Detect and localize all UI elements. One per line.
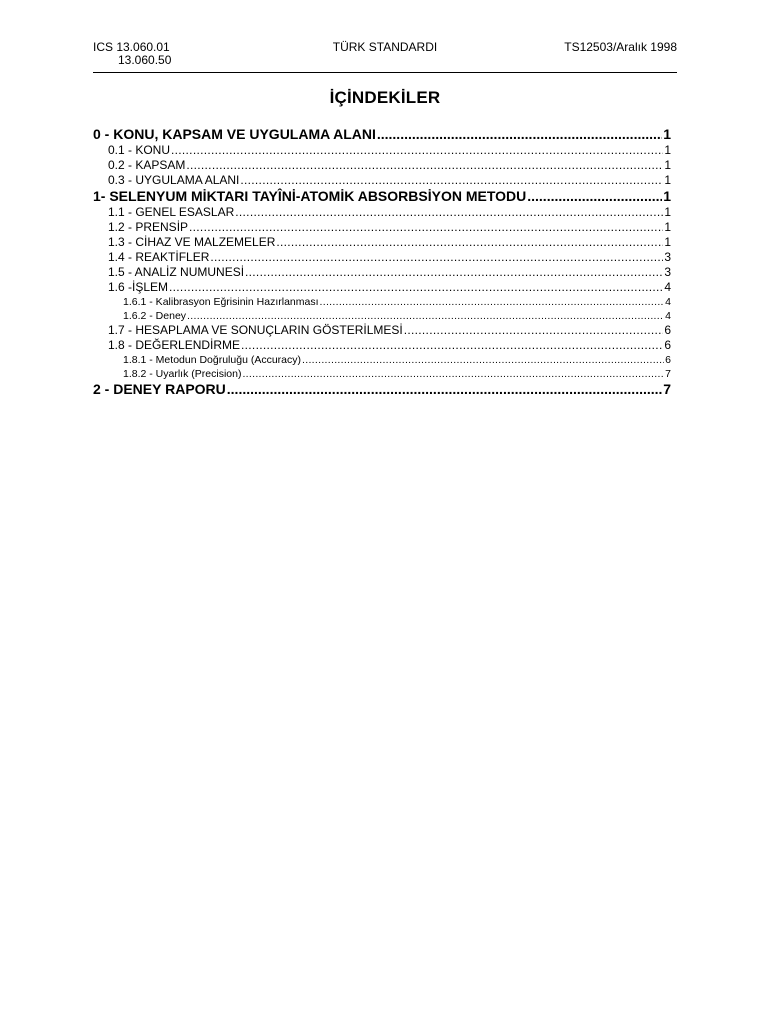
toc-entry-label: 0 - KONU, KAPSAM VE UYGULAMA ALANI: [93, 126, 376, 142]
table-of-contents: [93, 126, 671, 398]
toc-dot-leader: [245, 265, 663, 280]
toc-entry[interactable]: [93, 173, 671, 188]
toc-entry[interactable]: [93, 353, 671, 367]
toc-entry-label: 0.3 - UYGULAMA ALANI: [108, 173, 240, 187]
toc-entry-page: 3: [664, 265, 671, 279]
toc-entry[interactable]: [93, 265, 671, 280]
toc-entry[interactable]: [93, 250, 671, 265]
toc-entry-label: 1- SELENYUM MİKTARI TAYÎNİ-ATOMİK ABSORBSİYON METODU: [93, 188, 527, 204]
toc-entry-page: 1: [663, 126, 671, 142]
toc-entry-label: 1.4 - REAKTİFLER: [108, 250, 210, 264]
toc-dot-leader: [189, 220, 663, 235]
toc-entry[interactable]: [93, 295, 671, 309]
toc-entry[interactable]: [93, 235, 671, 250]
toc-entry-label: 1.6.1 - Kalibrasyon Eğrisinin Hazırlanması: [123, 296, 319, 308]
ics-code-line-2: 13.060.50: [118, 53, 172, 67]
toc-dot-leader: [169, 280, 663, 295]
toc-entry[interactable]: [93, 338, 671, 353]
toc-entry-page: 1: [664, 205, 671, 219]
toc-dot-leader: [241, 338, 663, 353]
toc-entry[interactable]: [93, 158, 671, 173]
toc-entry[interactable]: [93, 280, 671, 295]
toc-dot-leader: [240, 173, 663, 188]
toc-dot-leader: [404, 323, 664, 338]
toc-entry-label: 0.2 - KAPSAM: [108, 158, 186, 172]
toc-entry-label: 1.8 - DEĞERLENDİRME: [108, 338, 241, 352]
toc-dot-leader: [187, 309, 664, 323]
toc-entry[interactable]: [93, 381, 671, 398]
toc-dot-leader: [171, 143, 663, 158]
toc-entry-label: 1.8.2 - Uyarlık (Precision): [123, 368, 242, 380]
toc-entry-page: 4: [665, 310, 671, 322]
toc-dot-leader: [186, 158, 663, 173]
toc-entry[interactable]: [93, 367, 671, 381]
toc-dot-leader: [235, 205, 663, 220]
toc-entry-page: 6: [664, 323, 671, 337]
toc-entry-page: 1: [663, 188, 671, 204]
toc-entry-label: 1.5 - ANALİZ NUMUNESİ: [108, 265, 245, 279]
toc-dot-leader: [227, 381, 662, 398]
toc-entry-page: 4: [664, 280, 671, 294]
toc-entry-label: 0.1 - KONU: [108, 143, 171, 157]
toc-entry-page: 1: [664, 158, 671, 172]
toc-entry-label: 1.7 - HESAPLAMA VE SONUÇLARIN GÖSTERİLMESİ: [108, 323, 403, 337]
toc-dot-leader: [527, 188, 662, 205]
standard-name: TÜRK STANDARDI: [332, 40, 438, 54]
toc-entry-page: 1: [664, 173, 671, 187]
toc-dot-leader: [302, 353, 664, 367]
toc-entry-label: 1.6 -İŞLEM: [108, 280, 169, 294]
page-title: İÇİNDEKİLER: [329, 88, 441, 107]
toc-entry[interactable]: [93, 323, 671, 338]
toc-entry[interactable]: [93, 143, 671, 158]
toc-entry-page: 1: [664, 220, 671, 234]
toc-dot-leader: [320, 295, 665, 309]
toc-entry-label: 1.3 - CİHAZ VE MALZEMELER: [108, 235, 276, 249]
toc-dot-leader: [242, 367, 664, 381]
toc-entry-page: 1: [664, 143, 671, 157]
toc-entry-page: 6: [664, 338, 671, 352]
toc-entry[interactable]: [93, 205, 671, 220]
toc-entry-page: 3: [664, 250, 671, 264]
toc-entry[interactable]: [93, 220, 671, 235]
toc-entry[interactable]: [93, 188, 671, 205]
toc-entry[interactable]: [93, 126, 671, 143]
toc-entry-page: 7: [665, 368, 671, 380]
toc-entry-page: 7: [663, 381, 671, 397]
toc-entry-label: 1.6.2 - Deney: [123, 310, 187, 322]
page-header: [93, 41, 677, 73]
ics-code-line-1: ICS 13.060.01: [93, 40, 170, 54]
toc-dot-leader: [210, 250, 663, 265]
toc-entry-page: 1: [664, 235, 671, 249]
toc-dot-leader: [276, 235, 663, 250]
toc-entry[interactable]: [93, 309, 671, 323]
toc-dot-leader: [377, 126, 662, 143]
toc-entry-label: 1.1 - GENEL ESASLAR: [108, 205, 235, 219]
toc-entry-page: 4: [665, 296, 671, 308]
toc-entry-label: 1.2 - PRENSİP: [108, 220, 189, 234]
standard-number-date: TS12503/Aralık 1998: [564, 40, 677, 54]
toc-entry-label: 1.8.1 - Metodun Doğruluğu (Accuracy): [123, 354, 302, 366]
toc-entry-page: 6: [665, 354, 671, 366]
toc-entry-label: 2 - DENEY RAPORU: [93, 381, 226, 397]
header-rule: [93, 72, 677, 73]
